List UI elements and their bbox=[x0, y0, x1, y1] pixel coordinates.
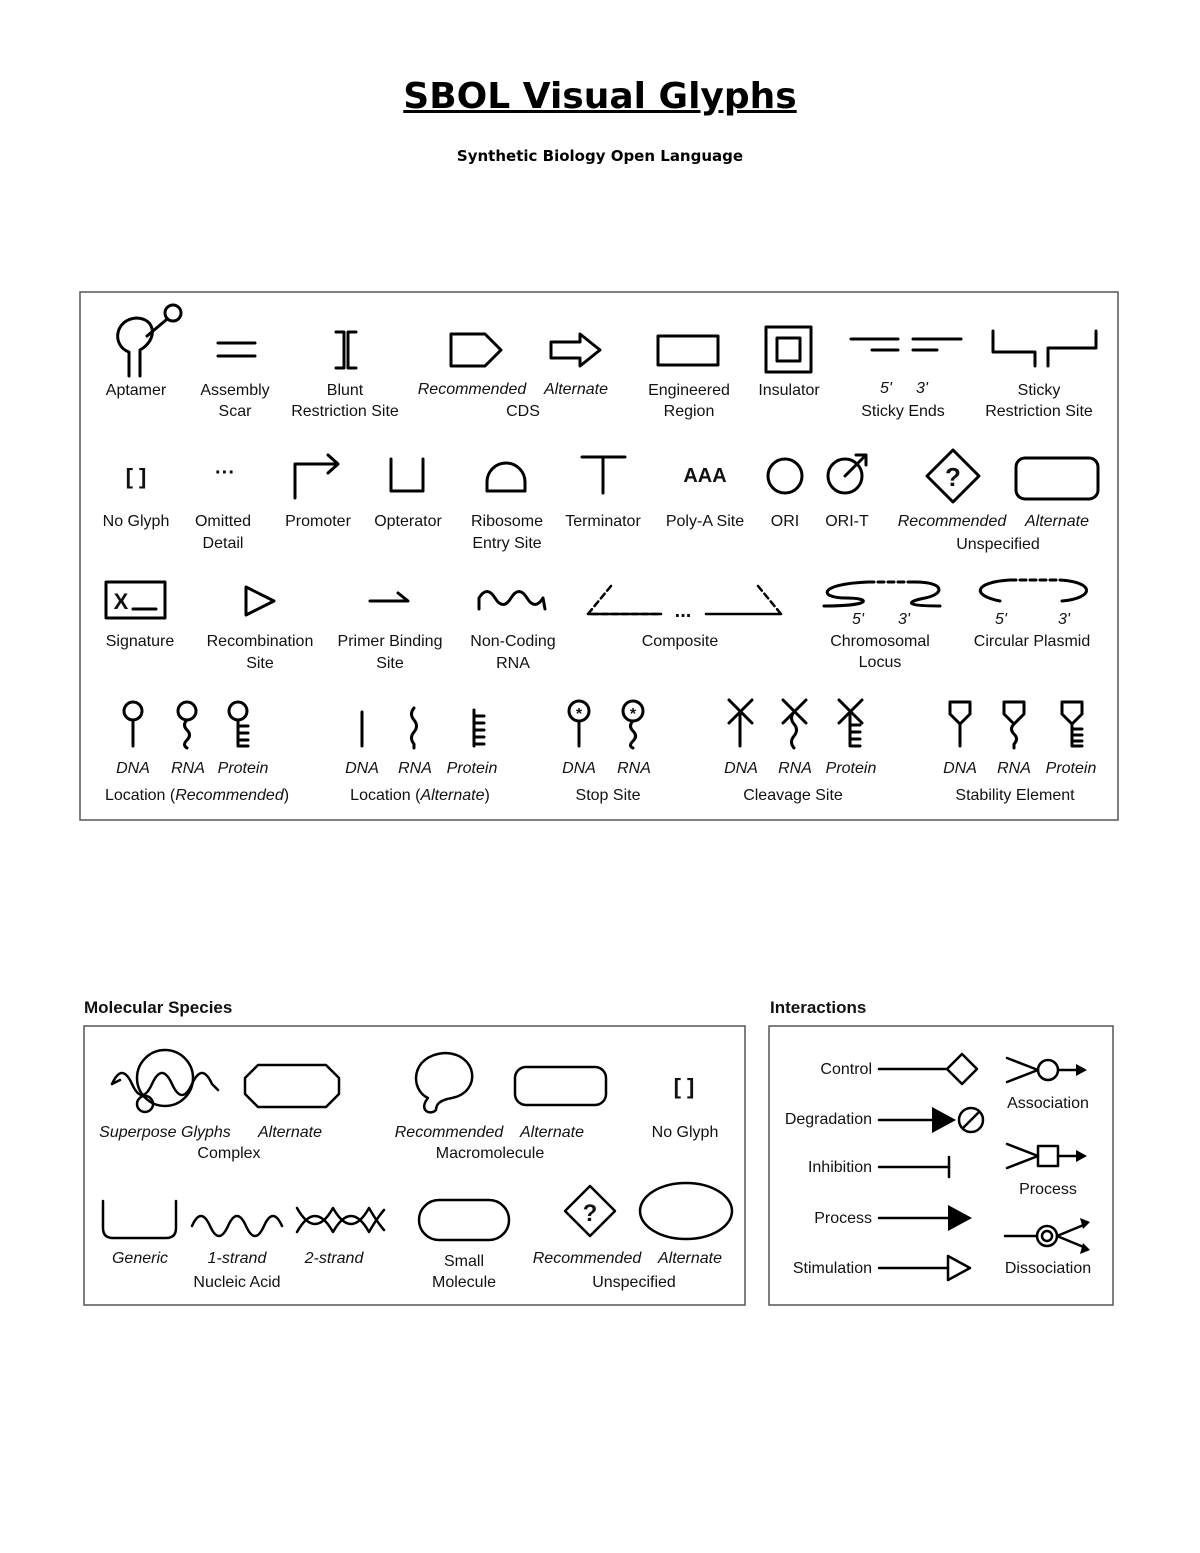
label-dissociation: Dissociation bbox=[1004, 1260, 1092, 1277]
stability-element-protein-icon bbox=[1062, 702, 1082, 746]
ribosome-entry-site-icon bbox=[487, 463, 525, 491]
blunt-restriction-site-icon bbox=[336, 332, 356, 368]
label-species-unspec-alternate: Alternate bbox=[657, 1250, 723, 1267]
assembly-scar-icon bbox=[218, 343, 255, 356]
promoter-icon bbox=[295, 455, 338, 498]
nucleic-acid-2-strand-icon bbox=[297, 1208, 384, 1232]
label-engineered-2: Region bbox=[663, 403, 715, 420]
recombination-site-icon bbox=[246, 587, 274, 615]
label-macro-alternate: Alternate bbox=[519, 1124, 585, 1141]
unspecified-recommended-icon bbox=[927, 450, 979, 502]
label-cds: CDS bbox=[506, 403, 540, 420]
label-primer-1: Primer Binding bbox=[337, 633, 443, 650]
label-macro-recommended: Recommended bbox=[394, 1124, 504, 1141]
location-rna-recommended-icon bbox=[178, 702, 196, 748]
label-sticky-site-2: Restriction Site bbox=[985, 403, 1093, 420]
label-loc-rec-rna: RNA bbox=[171, 760, 205, 777]
stop-site-rna-icon bbox=[623, 701, 643, 748]
cds-recommended-icon bbox=[451, 334, 501, 366]
svg-text:*: * bbox=[629, 706, 637, 723]
terminator-icon bbox=[582, 457, 625, 493]
label-terminator: Terminator bbox=[565, 513, 641, 530]
label-assembly-scar-1: Assembly bbox=[200, 382, 270, 399]
cleavage-site-rna-icon bbox=[783, 700, 806, 748]
label-signature: Signature bbox=[105, 633, 175, 650]
macromolecule-alternate-icon bbox=[515, 1067, 606, 1105]
label-generic: Generic bbox=[111, 1250, 169, 1267]
dissociation-node-icon bbox=[1005, 1218, 1090, 1254]
molecular-species-heading: Molecular Species bbox=[84, 998, 233, 1017]
label-sticky-ends: Sticky Ends bbox=[861, 403, 945, 420]
interactions-heading: Interactions bbox=[770, 998, 867, 1017]
location-dna-recommended-icon bbox=[124, 702, 142, 746]
label-association: Association bbox=[1007, 1095, 1089, 1112]
molecular-species-panel bbox=[84, 1026, 745, 1305]
complex-alternate-icon bbox=[245, 1065, 339, 1107]
label-small-molecule-1: Small bbox=[443, 1253, 485, 1270]
label-insulator: Insulator bbox=[758, 382, 820, 399]
label-loc-rec-dna: DNA bbox=[116, 760, 150, 777]
label-process: Process bbox=[814, 1210, 872, 1227]
label-small-molecule-2: Molecule bbox=[431, 1274, 497, 1291]
label-chromo-5: 5' bbox=[852, 611, 864, 628]
label-unspecified-alternate: Alternate bbox=[1024, 513, 1090, 530]
cds-alternate-icon bbox=[551, 334, 600, 366]
label-no-glyph: No Glyph bbox=[102, 513, 170, 530]
inhibition-arrow-icon bbox=[879, 1157, 949, 1177]
label-one-strand: 1-strand bbox=[207, 1250, 267, 1267]
label-nucleic-acid: Nucleic Acid bbox=[193, 1274, 281, 1291]
label-degradation: Degradation bbox=[784, 1111, 872, 1128]
species-unspecified-alternate-icon bbox=[640, 1183, 732, 1239]
label-stop-site: Stop Site bbox=[575, 787, 641, 804]
aptamer-icon bbox=[118, 305, 181, 376]
label-cleave-protein: Protein bbox=[825, 760, 877, 777]
label-chromosomal-2: Locus bbox=[858, 654, 902, 671]
svg-text:X: X bbox=[113, 589, 129, 614]
label-species-unspecified: Unspecified bbox=[592, 1274, 676, 1291]
ori-t-icon bbox=[828, 455, 866, 493]
label-cleave-dna: DNA bbox=[724, 760, 758, 777]
label-plasmid-5: 5' bbox=[995, 611, 1007, 628]
label-control: Control bbox=[820, 1061, 872, 1078]
label-stab-dna: DNA bbox=[943, 760, 977, 777]
ori-icon bbox=[768, 459, 802, 493]
label-plasmid: Circular Plasmid bbox=[973, 633, 1091, 650]
label-two-strand: 2-strand bbox=[304, 1250, 364, 1267]
signature-icon bbox=[106, 582, 165, 618]
label-sticky-3: 3' bbox=[916, 380, 928, 397]
label-omitted-2: Detail bbox=[202, 535, 244, 552]
no-glyph-icon: [ ] bbox=[125, 464, 147, 489]
degradation-arrow-icon bbox=[879, 1107, 983, 1133]
nucleic-acid-1-strand-icon bbox=[192, 1216, 282, 1236]
circular-plasmid-icon bbox=[980, 580, 1086, 601]
chromosomal-locus-icon bbox=[824, 582, 940, 606]
location-rna-alternate-icon bbox=[412, 708, 417, 748]
label-polya: Poly-A Site bbox=[665, 513, 745, 530]
label-chromosomal-1: Chromosomal bbox=[830, 633, 930, 650]
composite-dots: ... bbox=[674, 600, 692, 622]
label-location-recommended: Location (Recommended) bbox=[104, 787, 290, 804]
engineered-region-icon bbox=[658, 336, 718, 365]
label-stop-dna: DNA bbox=[562, 760, 596, 777]
cleavage-site-dna-icon bbox=[729, 700, 752, 746]
cleavage-site-protein-icon bbox=[839, 700, 862, 746]
small-molecule-icon bbox=[419, 1200, 509, 1240]
control-arrow-icon bbox=[879, 1054, 977, 1084]
species-unspecified-recommended-icon bbox=[565, 1186, 615, 1236]
label-sticky-5: 5' bbox=[880, 380, 892, 397]
page-title: SBOL Visual Glyphs bbox=[403, 76, 797, 117]
label-ori: ORI bbox=[770, 513, 800, 530]
label-orit: ORI-T bbox=[825, 513, 869, 530]
label-inhibition: Inhibition bbox=[807, 1159, 872, 1176]
label-engineered-1: Engineered bbox=[648, 382, 730, 399]
label-aptamer: Aptamer bbox=[105, 382, 167, 399]
label-process-node: Process bbox=[1019, 1181, 1077, 1198]
macromolecule-recommended-icon bbox=[416, 1053, 472, 1112]
label-complex-alternate: Alternate bbox=[257, 1124, 323, 1141]
stimulation-arrow-icon bbox=[879, 1256, 970, 1280]
insulator-icon bbox=[766, 327, 811, 372]
primer-binding-site-icon bbox=[370, 593, 408, 601]
process-arrow-icon bbox=[879, 1205, 972, 1231]
label-stop-rna: RNA bbox=[617, 760, 651, 777]
label-loc-alt-rna: RNA bbox=[398, 760, 432, 777]
label-ribosome-2: Entry Site bbox=[472, 535, 542, 552]
label-assembly-scar-2: Scar bbox=[218, 403, 252, 420]
nucleic-acid-generic-icon bbox=[103, 1201, 176, 1238]
label-blunt-2: Restriction Site bbox=[291, 403, 399, 420]
label-species-no-glyph: No Glyph bbox=[651, 1124, 719, 1141]
sticky-ends-icon bbox=[851, 339, 961, 350]
label-cds-alternate: Alternate bbox=[543, 381, 609, 398]
label-superpose: Superpose Glyphs bbox=[99, 1124, 231, 1141]
operator-icon bbox=[391, 459, 423, 491]
association-node-icon bbox=[1007, 1058, 1087, 1082]
label-unspecified: Unspecified bbox=[956, 536, 1040, 553]
label-complex: Complex bbox=[197, 1145, 261, 1162]
stability-element-rna-icon bbox=[1004, 702, 1024, 748]
svg-text:?: ? bbox=[582, 1200, 598, 1227]
non-coding-rna-icon bbox=[479, 592, 545, 610]
label-ncrna-2: RNA bbox=[496, 655, 530, 672]
label-recombination-1: Recombination bbox=[206, 633, 314, 650]
label-promoter: Promoter bbox=[285, 513, 351, 530]
process-node-icon bbox=[1007, 1144, 1087, 1168]
label-macromolecule: Macromolecule bbox=[435, 1145, 545, 1162]
label-location-alternate: Location (Alternate) bbox=[350, 787, 490, 804]
label-sticky-site-1: Sticky bbox=[1017, 382, 1061, 399]
svg-text:*: * bbox=[575, 706, 583, 723]
complex-superpose-icon bbox=[112, 1050, 218, 1112]
label-loc-alt-dna: DNA bbox=[345, 760, 379, 777]
omitted-detail-icon: ··· bbox=[215, 462, 235, 484]
label-unspecified-recommended: Recommended bbox=[897, 513, 1007, 530]
label-cleavage-site: Cleavage Site bbox=[743, 787, 843, 804]
location-protein-recommended-icon bbox=[229, 702, 248, 746]
stability-element-dna-icon bbox=[950, 702, 970, 746]
label-omitted-1: Omitted bbox=[194, 513, 252, 530]
svg-text:?: ? bbox=[945, 462, 961, 492]
label-primer-2: Site bbox=[376, 655, 404, 672]
label-operator: Opterator bbox=[374, 513, 442, 530]
species-no-glyph-icon: [ ] bbox=[673, 1074, 695, 1099]
label-ribosome-1: Ribosome bbox=[470, 513, 544, 530]
label-stab-rna: RNA bbox=[997, 760, 1031, 777]
label-composite: Composite bbox=[641, 633, 719, 650]
location-protein-alternate-icon bbox=[474, 710, 484, 746]
poly-a-site-icon: AAA bbox=[683, 465, 727, 487]
page-subtitle: Synthetic Biology Open Language bbox=[456, 147, 744, 165]
label-recombination-2: Site bbox=[246, 655, 274, 672]
unspecified-alternate-icon bbox=[1016, 458, 1098, 499]
label-blunt-1: Blunt bbox=[326, 382, 364, 399]
label-chromo-3: 3' bbox=[898, 611, 910, 628]
label-stimulation: Stimulation bbox=[792, 1260, 872, 1277]
label-stability-element: Stability Element bbox=[955, 787, 1075, 804]
label-ncrna-1: Non-Coding bbox=[470, 633, 556, 650]
sequence-features-panel bbox=[80, 292, 1118, 820]
label-loc-alt-protein: Protein bbox=[446, 760, 498, 777]
label-cleave-rna: RNA bbox=[778, 760, 812, 777]
label-stab-protein: Protein bbox=[1045, 760, 1097, 777]
label-plasmid-3: 3' bbox=[1058, 611, 1070, 628]
sticky-restriction-site-icon bbox=[993, 331, 1096, 366]
label-loc-rec-protein: Protein bbox=[217, 760, 269, 777]
label-cds-recommended: Recommended bbox=[417, 381, 527, 398]
stop-site-dna-icon bbox=[569, 701, 589, 746]
label-species-unspec-recommended: Recommended bbox=[532, 1250, 642, 1267]
